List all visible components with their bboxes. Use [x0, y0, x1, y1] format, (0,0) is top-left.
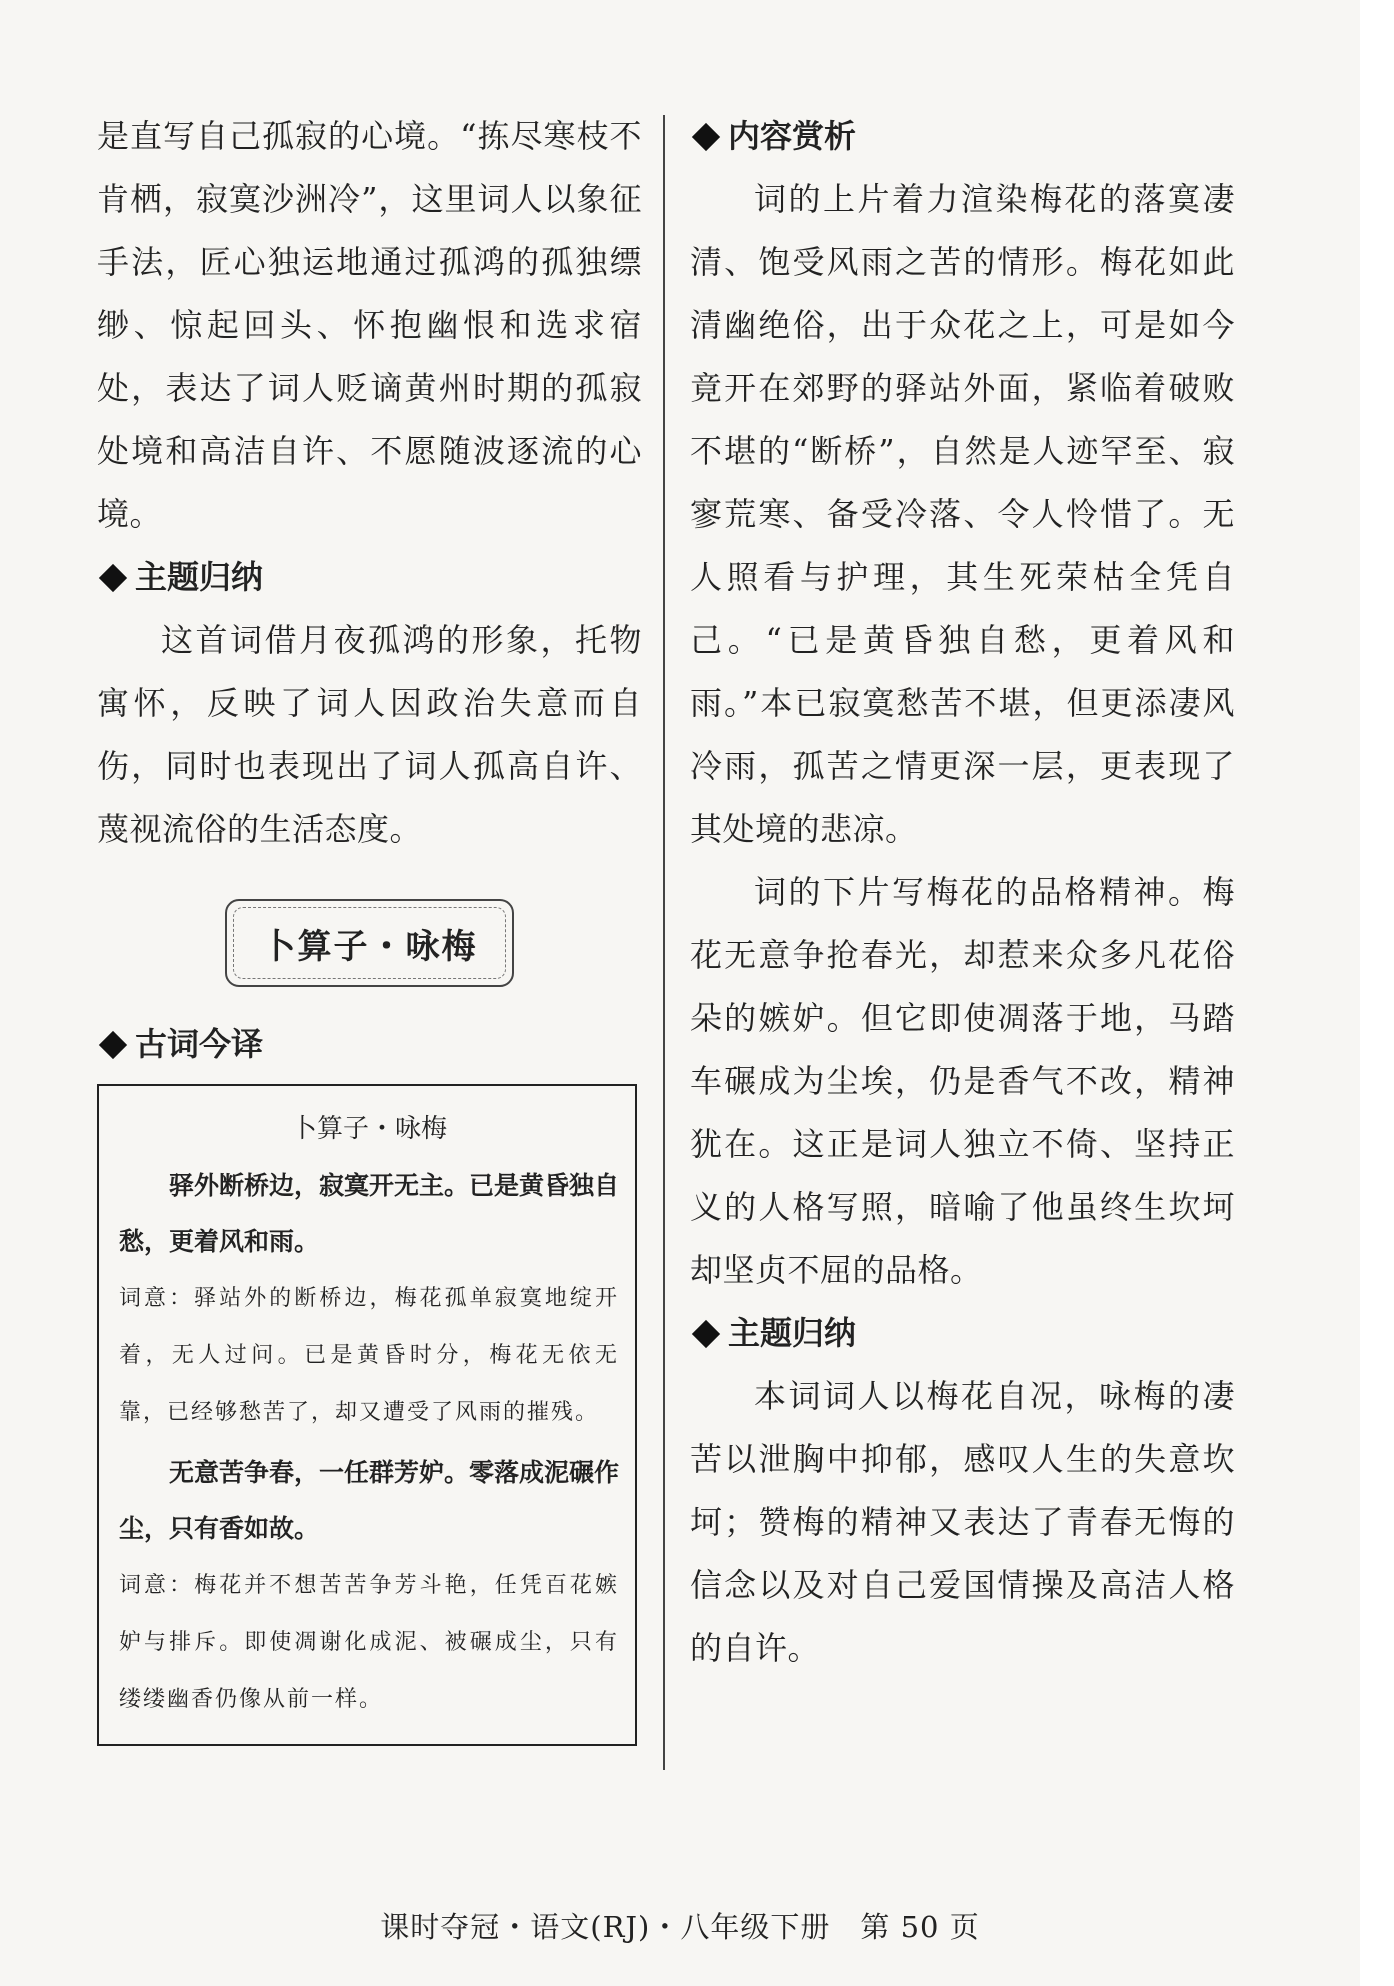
content-heading-label: 内容赏析 [728, 117, 857, 155]
left-column [97, 105, 642, 1746]
page-footer: 课时夺冠・语文(RJ)・八年级下册 第 50 页 [380, 1910, 980, 1944]
torn-edge [1360, 0, 1394, 1986]
poem-stanza-1: 驿外断桥边，寂寞开无主。已是黄昏独自愁，更着风和雨。 [119, 1171, 620, 1256]
right-column [690, 105, 1235, 1680]
theme-text-left: 这首词借月夜孤鸿的形象，托物寓怀，反映了词人因政治失意而自伤，同时也表现出了词人孤高自许、蔑视流俗的生活态度。 [97, 621, 642, 848]
box-title: 卜算子・咏梅 [290, 1114, 447, 1144]
diamond-bullet-icon [692, 1319, 720, 1347]
poem-stanza-2: 无意苦争春，一任群芳妒。零落成泥碾作尘，只有香如故。 [119, 1458, 620, 1543]
poem-title-frame [225, 899, 514, 987]
diamond-bullet-icon [692, 122, 720, 150]
theme-text-right: 本词词人以梅花自况，咏梅的凄苦以泄胸中抑郁，感叹人生的失意坎坷；赞梅的精神又表达了青春无悔的信念以及对自己爱国情操及高洁人格的自许。 [690, 1377, 1235, 1667]
poem-meaning-2: 词意：梅花并不想苦苦争芳斗艳，任凭百花嫉妒与排斥。即使凋谢化成泥、被碾成尘，只有缕缕幽香仍像从前一样。 [119, 1573, 619, 1712]
intro-paragraph: 是直写自己孤寂的心境。“拣尽寒枝不肯栖，寂寞沙洲冷”，这里词人以象征手法，匠心独运地通过孤鸿的孤独缥缈、惊起回头、怀抱幽恨和选求宿处，表达了词人贬谪黄州时期的孤寂处境和高洁自许、不愿随波逐流的心境。 [97, 117, 642, 533]
theme-heading-left-label: 主题归纳 [135, 558, 264, 596]
translation-heading [97, 1013, 642, 1076]
theme-heading-right [690, 1302, 1235, 1365]
theme-heading-right-label: 主题归纳 [728, 1314, 857, 1352]
column-divider [663, 115, 665, 1770]
content-heading [690, 105, 1235, 168]
translation-heading-label: 古词今译 [135, 1025, 264, 1063]
poem-title: 卜算子・咏梅 [261, 926, 478, 967]
translation-box [97, 1084, 637, 1746]
analysis-paragraph-2: 词的下片写梅花的品格精神。梅花无意争抢春光，却惹来众多凡花俗朵的嫉妒。但它即使凋落于地，马踏车碾成为尘埃，仍是香气不改，精神犹在。这正是词人独立不倚、坚持正义的人格写照，暗喻了他虽终生坎坷却坚贞不屈的品格。 [690, 873, 1235, 1289]
theme-heading-left [97, 546, 642, 609]
analysis-paragraph-1: 词的上片着力渲染梅花的落寞凄清、饱受风雨之苦的情形。梅花如此清幽绝俗，出于众花之上，可是如今竟开在郊野的驿站外面，紧临着破败不堪的“断桥”，自然是人迹罕至、寂寥荒寒、备受冷落、令人怜惜了。无人照看与护理，其生死荣枯全凭自己。“已是黄昏独自愁，更着风和雨。”本已寂寞愁苦不堪，但更添凄风冷雨，孤苦之情更深一层，更表现了其处境的悲凉。 [690, 180, 1235, 848]
poem-meaning-1: 词意：驿站外的断桥边，梅花孤单寂寞地绽开着，无人过问。已是黄昏时分，梅花无依无靠，已经够愁苦了，却又遭受了风雨的摧残。 [119, 1286, 619, 1425]
diamond-bullet-icon [99, 563, 127, 591]
diamond-bullet-icon [99, 1030, 127, 1058]
